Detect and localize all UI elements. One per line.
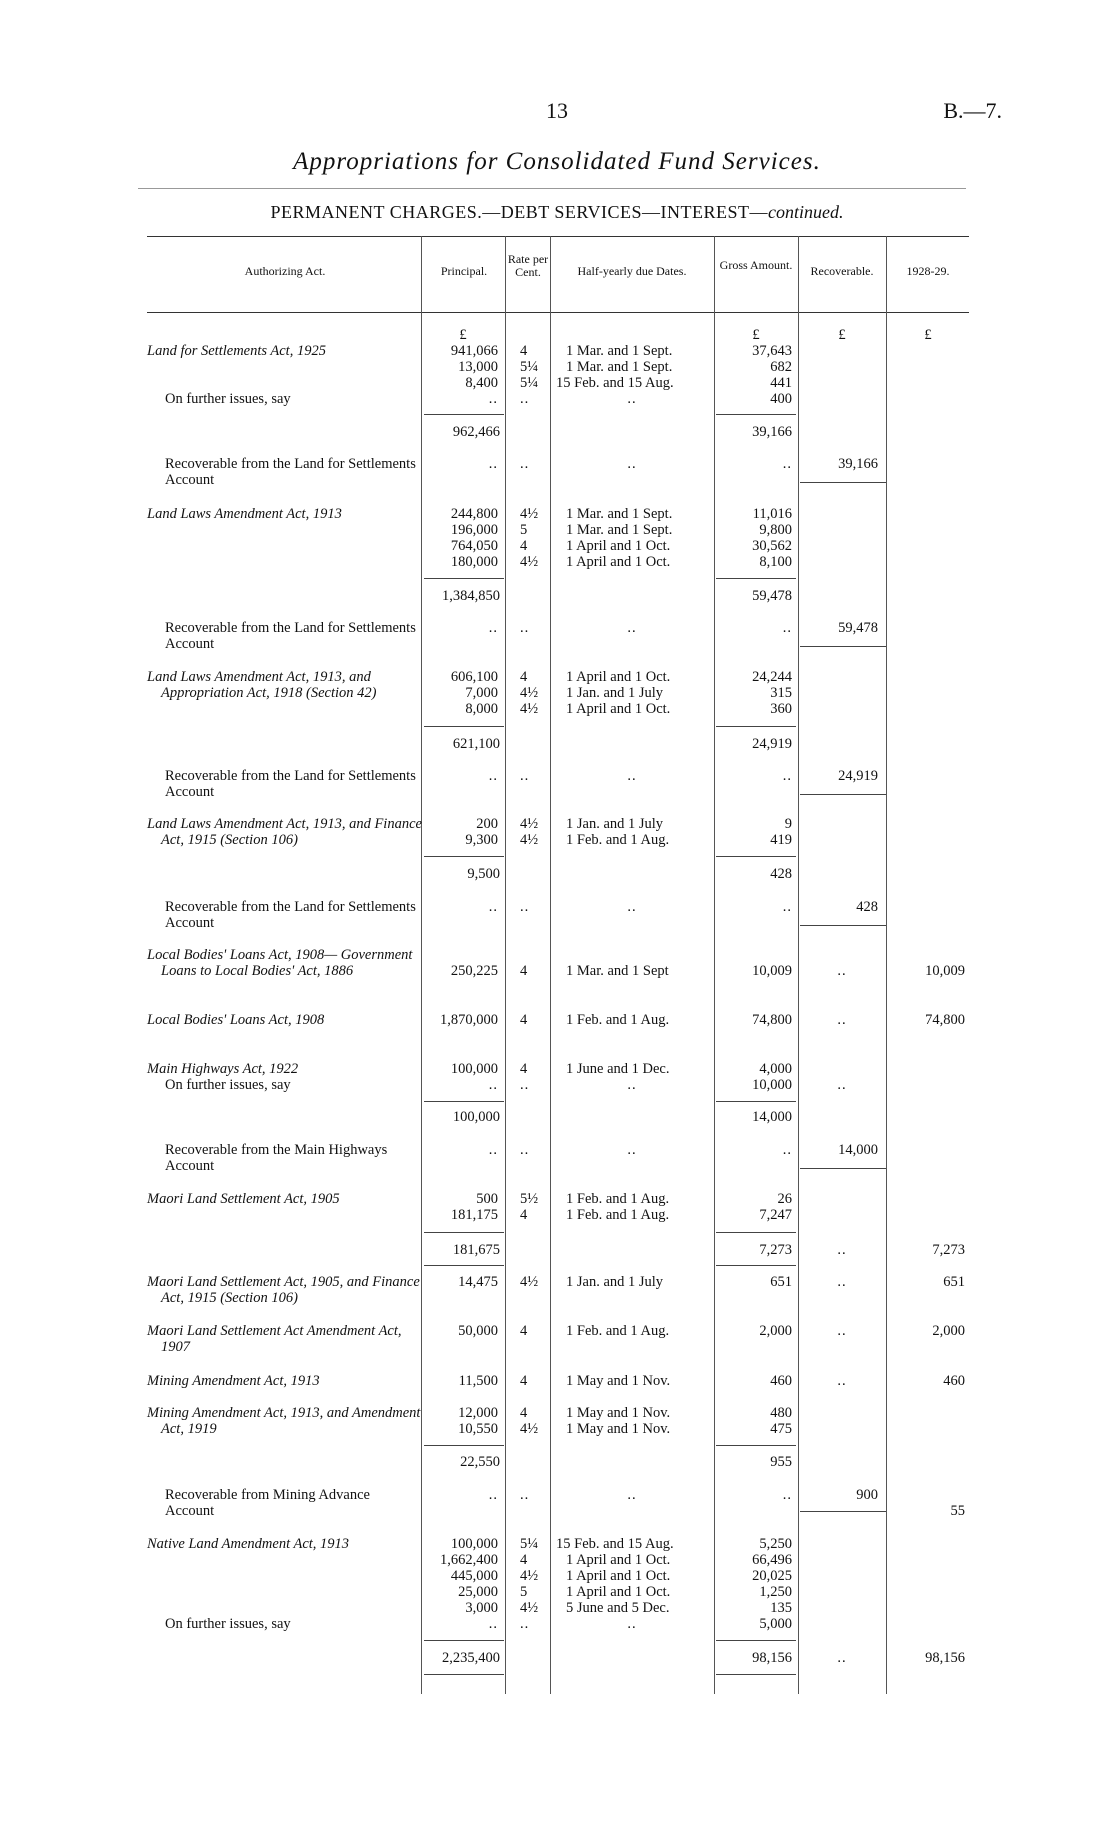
rate-cell: 4½ [520, 685, 539, 701]
act-label: Mining Amendment Act, 1913 [147, 1373, 320, 1389]
year-cell: 7,273 [932, 1242, 965, 1258]
principal-cell: .. [488, 1616, 498, 1632]
act-label: Local Bodies' Loans Act, 1908— Government Loans to Local Bodies' Act, 1886 [147, 947, 413, 979]
rate-cell: 4½ [520, 1568, 539, 1584]
gross-cell: 8,100 [759, 554, 792, 570]
header-gross-amount: Gross Amount. [719, 258, 793, 272]
recoverable-label: Recoverable from the Land for Settlements Account [165, 620, 416, 652]
gross-cell: 66,496 [752, 1552, 792, 1568]
recoverable-cell: 428 [856, 899, 878, 915]
recoverable-label: Recoverable from Mining Advance Account [165, 1487, 370, 1519]
subtotal-rule [716, 414, 796, 415]
total-principal: 621,100 [452, 736, 500, 752]
rate-cell: 4½ [520, 816, 539, 832]
gross-cell: .. [782, 1142, 792, 1158]
page-number: 13 [546, 98, 568, 123]
dates-cell: 1 April and 1 Oct. [566, 1584, 671, 1600]
total-gross: 98,156 [752, 1650, 792, 1666]
dates-cell: 1 Mar. and 1 Sept. [566, 359, 673, 375]
principal-cell: 8,000 [465, 701, 498, 717]
recoverable-cell: .. [837, 1323, 847, 1339]
subtotal-rule [716, 1232, 796, 1233]
dates-cell: 1 April and 1 Oct. [566, 669, 671, 685]
gross-cell: 10,009 [752, 963, 792, 979]
recoverable-cell: 900 [856, 1487, 878, 1503]
gross-cell: .. [782, 620, 792, 636]
principal-cell: 7,000 [465, 685, 498, 701]
total-gross: 39,166 [752, 424, 792, 440]
header-recoverable: Recoverable. [810, 264, 874, 278]
recoverable-rule [800, 646, 886, 647]
principal-cell: 250,225 [450, 963, 498, 979]
currency-principal: £ [459, 327, 467, 343]
act-label: Mining Amendment Act, 1913, and Amendment Act, 1919 [147, 1405, 421, 1437]
subtotal-rule [424, 726, 504, 727]
gross-cell: 7,247 [759, 1207, 792, 1223]
gross-cell: 360 [770, 701, 792, 717]
gross-cell: 30,562 [752, 538, 792, 554]
principal-cell: 8,400 [465, 375, 498, 391]
rate-cell: 5 [520, 1584, 528, 1600]
principal-cell: .. [488, 456, 498, 472]
gross-cell: 460 [770, 1373, 792, 1389]
dates-cell: 1 Mar. and 1 Sept. [566, 343, 673, 359]
gross-cell: .. [782, 768, 792, 784]
subtotal-rule [424, 578, 504, 579]
rate-cell: 4 [520, 1012, 528, 1028]
subtotal-rule [716, 856, 796, 857]
act-label: Land Laws Amendment Act, 1913, and Finance Act, 1915 (Section 106) [147, 816, 422, 848]
principal-cell: .. [488, 620, 498, 636]
further-issues-label: On further issues, say [165, 1077, 291, 1093]
rate-cell: 5¼ [520, 359, 539, 375]
principal-cell: 500 [476, 1191, 498, 1207]
dates-cell: 1 Jan. and 1 July [566, 816, 664, 832]
principal-cell: 25,000 [458, 1584, 498, 1600]
gross-cell: .. [782, 456, 792, 472]
dates-cell: .. [627, 620, 637, 636]
gross-cell: 9 [784, 816, 792, 832]
act-label: Native Land Amendment Act, 1913 [147, 1536, 350, 1552]
recoverable-cell: 24,919 [838, 768, 878, 784]
rate-cell: 4 [520, 1061, 528, 1077]
rate-cell: 5¼ [520, 375, 539, 391]
total-gross: 59,478 [752, 588, 792, 604]
gross-cell: 11,016 [752, 506, 792, 522]
recoverable-rule [800, 794, 886, 795]
total-gross: 14,000 [752, 1109, 792, 1125]
dates-cell: 1 Mar. and 1 Sept [566, 963, 669, 979]
title-rule [138, 188, 966, 189]
rate-cell: 4½ [520, 1421, 539, 1437]
recoverable-rule [800, 1168, 886, 1169]
recoverable-label: Recoverable from the Main Highways Account [165, 1142, 388, 1174]
total-rule [716, 1265, 796, 1266]
section-subtitle [0, 202, 1114, 223]
act-label: Land Laws Amendment Act, 1913 [147, 506, 342, 522]
rate-cell: .. [520, 456, 530, 472]
dates-cell: 1 May and 1 Nov. [566, 1373, 671, 1389]
rate-cell: .. [520, 1487, 530, 1503]
page-title: Appropriations for Consolidated Fund Services. [293, 148, 821, 175]
dates-cell: 1 Jan. and 1 July [566, 1274, 664, 1290]
recoverable-cell: .. [837, 1012, 847, 1028]
dates-cell: 1 June and 1 Dec. [566, 1061, 670, 1077]
currency-recoverable: £ [838, 327, 846, 343]
gross-cell: 135 [770, 1600, 792, 1616]
rate-cell: 4 [520, 1552, 528, 1568]
dates-cell: .. [627, 1616, 637, 1632]
recoverable-rule [800, 482, 886, 483]
principal-cell: 11,500 [458, 1373, 498, 1389]
dates-cell: 15 Feb. and 15 Aug. [556, 1536, 674, 1552]
rate-cell: 4½ [520, 506, 539, 522]
subtotal-rule [716, 1445, 796, 1446]
rate-cell: 4 [520, 963, 528, 979]
gross-cell: 400 [770, 391, 792, 407]
rate-cell: 5½ [520, 1191, 539, 1207]
rate-cell: 4 [520, 538, 528, 554]
recoverable-rule [800, 1511, 886, 1512]
further-issues-label: On further issues, say [165, 1616, 291, 1632]
act-label: Land Laws Amendment Act, 1913, and Appropriation Act, 1918 (Section 42) [147, 669, 377, 701]
principal-cell: 100,000 [450, 1536, 498, 1552]
principal-cell: .. [488, 391, 498, 407]
dates-cell: 1 Feb. and 1 Aug. [566, 1323, 670, 1339]
recoverable-cell: .. [837, 1373, 847, 1389]
header-bottom-rule [147, 312, 969, 313]
column-rule-recoverable [798, 236, 799, 1694]
principal-cell: 13,000 [458, 359, 498, 375]
total-principal: 181,675 [452, 1242, 500, 1258]
dates-cell: .. [627, 1077, 637, 1093]
dates-cell: 1 Mar. and 1 Sept. [566, 506, 673, 522]
year-cell: 651 [943, 1274, 965, 1290]
rate-cell: 5 [520, 522, 528, 538]
dates-cell: 15 Feb. and 15 Aug. [556, 375, 674, 391]
rate-cell: 4 [520, 1207, 528, 1223]
rate-cell: 4 [520, 1405, 528, 1421]
subtotal-rule [716, 578, 796, 579]
recoverable-rule [800, 925, 886, 926]
principal-cell: 1,662,400 [440, 1552, 498, 1568]
recoverable-label: Recoverable from the Land for Settlements Account [165, 768, 416, 800]
total-principal: 22,550 [460, 1454, 500, 1470]
year-cell: 10,009 [925, 963, 965, 979]
gross-cell: 4,000 [759, 1061, 792, 1077]
year-cell: 2,000 [932, 1323, 965, 1339]
subtotal-rule [424, 414, 504, 415]
gross-cell: 315 [770, 685, 792, 701]
gross-cell: .. [782, 1487, 792, 1503]
currency-gross: £ [752, 327, 760, 343]
total-rule [424, 1674, 504, 1675]
rate-cell: .. [520, 391, 530, 407]
gross-cell: 20,025 [752, 1568, 792, 1584]
total-principal: 9,500 [467, 866, 500, 882]
rate-cell: .. [520, 1142, 530, 1158]
year-cell: 74,800 [925, 1012, 965, 1028]
dates-cell: 1 Feb. and 1 Aug. [566, 1191, 670, 1207]
dates-cell: 1 May and 1 Nov. [566, 1405, 671, 1421]
header-rate: Rate per Cent. [507, 252, 549, 279]
dates-cell: .. [627, 456, 637, 472]
dates-cell: .. [627, 391, 637, 407]
subtotal-rule [424, 856, 504, 857]
gross-cell: 2,000 [759, 1323, 792, 1339]
column-rule-year [886, 236, 887, 1694]
rate-cell: 4 [520, 669, 528, 685]
rate-cell: 4½ [520, 701, 539, 717]
act-label: Maori Land Settlement Act, 1905 [147, 1191, 340, 1207]
gross-cell: 5,250 [759, 1536, 792, 1552]
total-principal: 1,384,850 [442, 588, 500, 604]
gross-cell: 682 [770, 359, 792, 375]
dates-cell: .. [627, 1142, 637, 1158]
principal-cell: 1,870,000 [440, 1012, 498, 1028]
principal-cell: 941,066 [450, 343, 498, 359]
rate-cell: .. [520, 620, 530, 636]
subtotal-rule [716, 1640, 796, 1641]
principal-cell: 445,000 [450, 1568, 498, 1584]
principal-cell: 100,000 [450, 1061, 498, 1077]
header-principal: Principal. [440, 264, 488, 278]
rate-cell: 4½ [520, 832, 539, 848]
dates-cell: 1 April and 1 Oct. [566, 554, 671, 570]
header-year: 1928-29. [906, 264, 950, 278]
gross-cell: 26 [777, 1191, 792, 1207]
rate-cell: 4 [520, 1373, 528, 1389]
header-authorizing-act: Authorizing Act. [244, 264, 326, 278]
recoverable-cell: .. [837, 1242, 847, 1258]
dates-cell: 1 April and 1 Oct. [566, 538, 671, 554]
document-reference: B.—7. [943, 98, 1002, 123]
principal-cell: .. [488, 1077, 498, 1093]
recoverable-label: Recoverable from the Land for Settlements Account [165, 456, 416, 488]
rate-cell: .. [520, 899, 530, 915]
principal-cell: 181,175 [450, 1207, 498, 1223]
gross-cell: 419 [770, 832, 792, 848]
gross-cell: 480 [770, 1405, 792, 1421]
principal-cell: 200 [476, 816, 498, 832]
recoverable-cell: 59,478 [838, 620, 878, 636]
dates-cell: 5 June and 5 Dec. [566, 1600, 670, 1616]
recoverable-cell: 39,166 [838, 456, 878, 472]
principal-cell: .. [488, 899, 498, 915]
dates-cell: 1 Feb. and 1 Aug. [566, 1207, 670, 1223]
recoverable-cell: .. [837, 1650, 847, 1666]
gross-cell: 37,643 [752, 343, 792, 359]
gross-cell: 24,244 [752, 669, 792, 685]
column-rule-rate [505, 236, 506, 1694]
currency-year: £ [924, 327, 932, 343]
column-rule-dates [550, 236, 551, 1694]
dates-cell: .. [627, 1487, 637, 1503]
recoverable-label: Recoverable from the Land for Settlements Account [165, 899, 416, 931]
total-rule [424, 1265, 504, 1266]
total-principal: 962,466 [452, 424, 500, 440]
total-rule [716, 1674, 796, 1675]
subtitle-continued: continued. [767, 202, 844, 222]
subtotal-rule [716, 726, 796, 727]
gross-cell: 5,000 [759, 1616, 792, 1632]
total-gross: 7,273 [759, 1242, 792, 1258]
recoverable-cell: .. [837, 963, 847, 979]
principal-cell: 244,800 [450, 506, 498, 522]
act-label: Maori Land Settlement Act, 1905, and Finance Act, 1915 (Section 106) [147, 1274, 420, 1306]
act-label: Land for Settlements Act, 1925 [147, 343, 326, 359]
dates-cell: 1 April and 1 Oct. [566, 1568, 671, 1584]
rate-cell: 4½ [520, 554, 539, 570]
total-gross: 428 [770, 866, 792, 882]
act-label: Main Highways Act, 1922 [147, 1061, 299, 1077]
dates-cell: 1 Feb. and 1 Aug. [566, 832, 670, 848]
total-principal: 100,000 [452, 1109, 500, 1125]
rate-cell: 4 [520, 343, 528, 359]
header-due-dates: Half-yearly due Dates. [577, 264, 687, 278]
principal-cell: 180,000 [450, 554, 498, 570]
rate-cell: 5¼ [520, 1536, 539, 1552]
act-label: Maori Land Settlement Act Amendment Act, 1907 [147, 1323, 402, 1355]
subtotal-rule [716, 1101, 796, 1102]
rate-cell: .. [520, 1077, 530, 1093]
gross-cell: 441 [770, 375, 792, 391]
dates-cell: 1 Mar. and 1 Sept. [566, 522, 673, 538]
total-gross: 24,919 [752, 736, 792, 752]
principal-cell: .. [488, 1487, 498, 1503]
dates-cell: 1 April and 1 Oct. [566, 1552, 671, 1568]
gross-cell: 9,800 [759, 522, 792, 538]
dates-cell: 1 April and 1 Oct. [566, 701, 671, 717]
principal-cell: 50,000 [458, 1323, 498, 1339]
total-principal: 2,235,400 [442, 1650, 500, 1666]
rate-cell: .. [520, 768, 530, 784]
gross-cell: 74,800 [752, 1012, 792, 1028]
rate-cell: .. [520, 1616, 530, 1632]
dates-cell: .. [627, 899, 637, 915]
principal-cell: 3,000 [465, 1600, 498, 1616]
principal-cell: 12,000 [458, 1405, 498, 1421]
year-cell: 460 [943, 1373, 965, 1389]
act-label: Local Bodies' Loans Act, 1908 [147, 1012, 325, 1028]
gross-cell: .. [782, 899, 792, 915]
rate-cell: 4½ [520, 1600, 539, 1616]
total-gross: 955 [770, 1454, 792, 1470]
principal-cell: .. [488, 768, 498, 784]
dates-cell: 1 Jan. and 1 July [566, 685, 664, 701]
subtitle-main: PERMANENT CHARGES.—DEBT SERVICES—INTEREST— [270, 202, 768, 222]
gross-cell: 651 [770, 1274, 792, 1290]
further-issues-label: On further issues, say [165, 391, 291, 407]
rate-cell: 4 [520, 1323, 528, 1339]
gross-cell: 1,250 [759, 1584, 792, 1600]
dates-cell: 1 Feb. and 1 Aug. [566, 1012, 670, 1028]
table-top-rule [147, 236, 969, 237]
subtotal-rule [424, 1101, 504, 1102]
dates-cell: 1 May and 1 Nov. [566, 1421, 671, 1437]
recoverable-cell: 14,000 [838, 1142, 878, 1158]
rate-cell: 4½ [520, 1274, 539, 1290]
recoverable-cell: .. [837, 1077, 847, 1093]
principal-cell: 606,100 [450, 669, 498, 685]
principal-cell: .. [488, 1142, 498, 1158]
principal-cell: 14,475 [458, 1274, 498, 1290]
principal-cell: 196,000 [450, 522, 498, 538]
year-cell: 98,156 [925, 1650, 965, 1666]
dates-cell: .. [627, 768, 637, 784]
gross-cell: 10,000 [752, 1077, 792, 1093]
principal-cell: 10,550 [458, 1421, 498, 1437]
gross-cell: 475 [770, 1421, 792, 1437]
principal-cell: 764,050 [450, 538, 498, 554]
column-rule-gross [714, 236, 715, 1694]
subtotal-rule [424, 1445, 504, 1446]
subtotal-rule [424, 1232, 504, 1233]
principal-cell: 9,300 [465, 832, 498, 848]
subtotal-rule [424, 1640, 504, 1641]
recoverable-cell: .. [837, 1274, 847, 1290]
year-cell: 55 [950, 1503, 965, 1519]
